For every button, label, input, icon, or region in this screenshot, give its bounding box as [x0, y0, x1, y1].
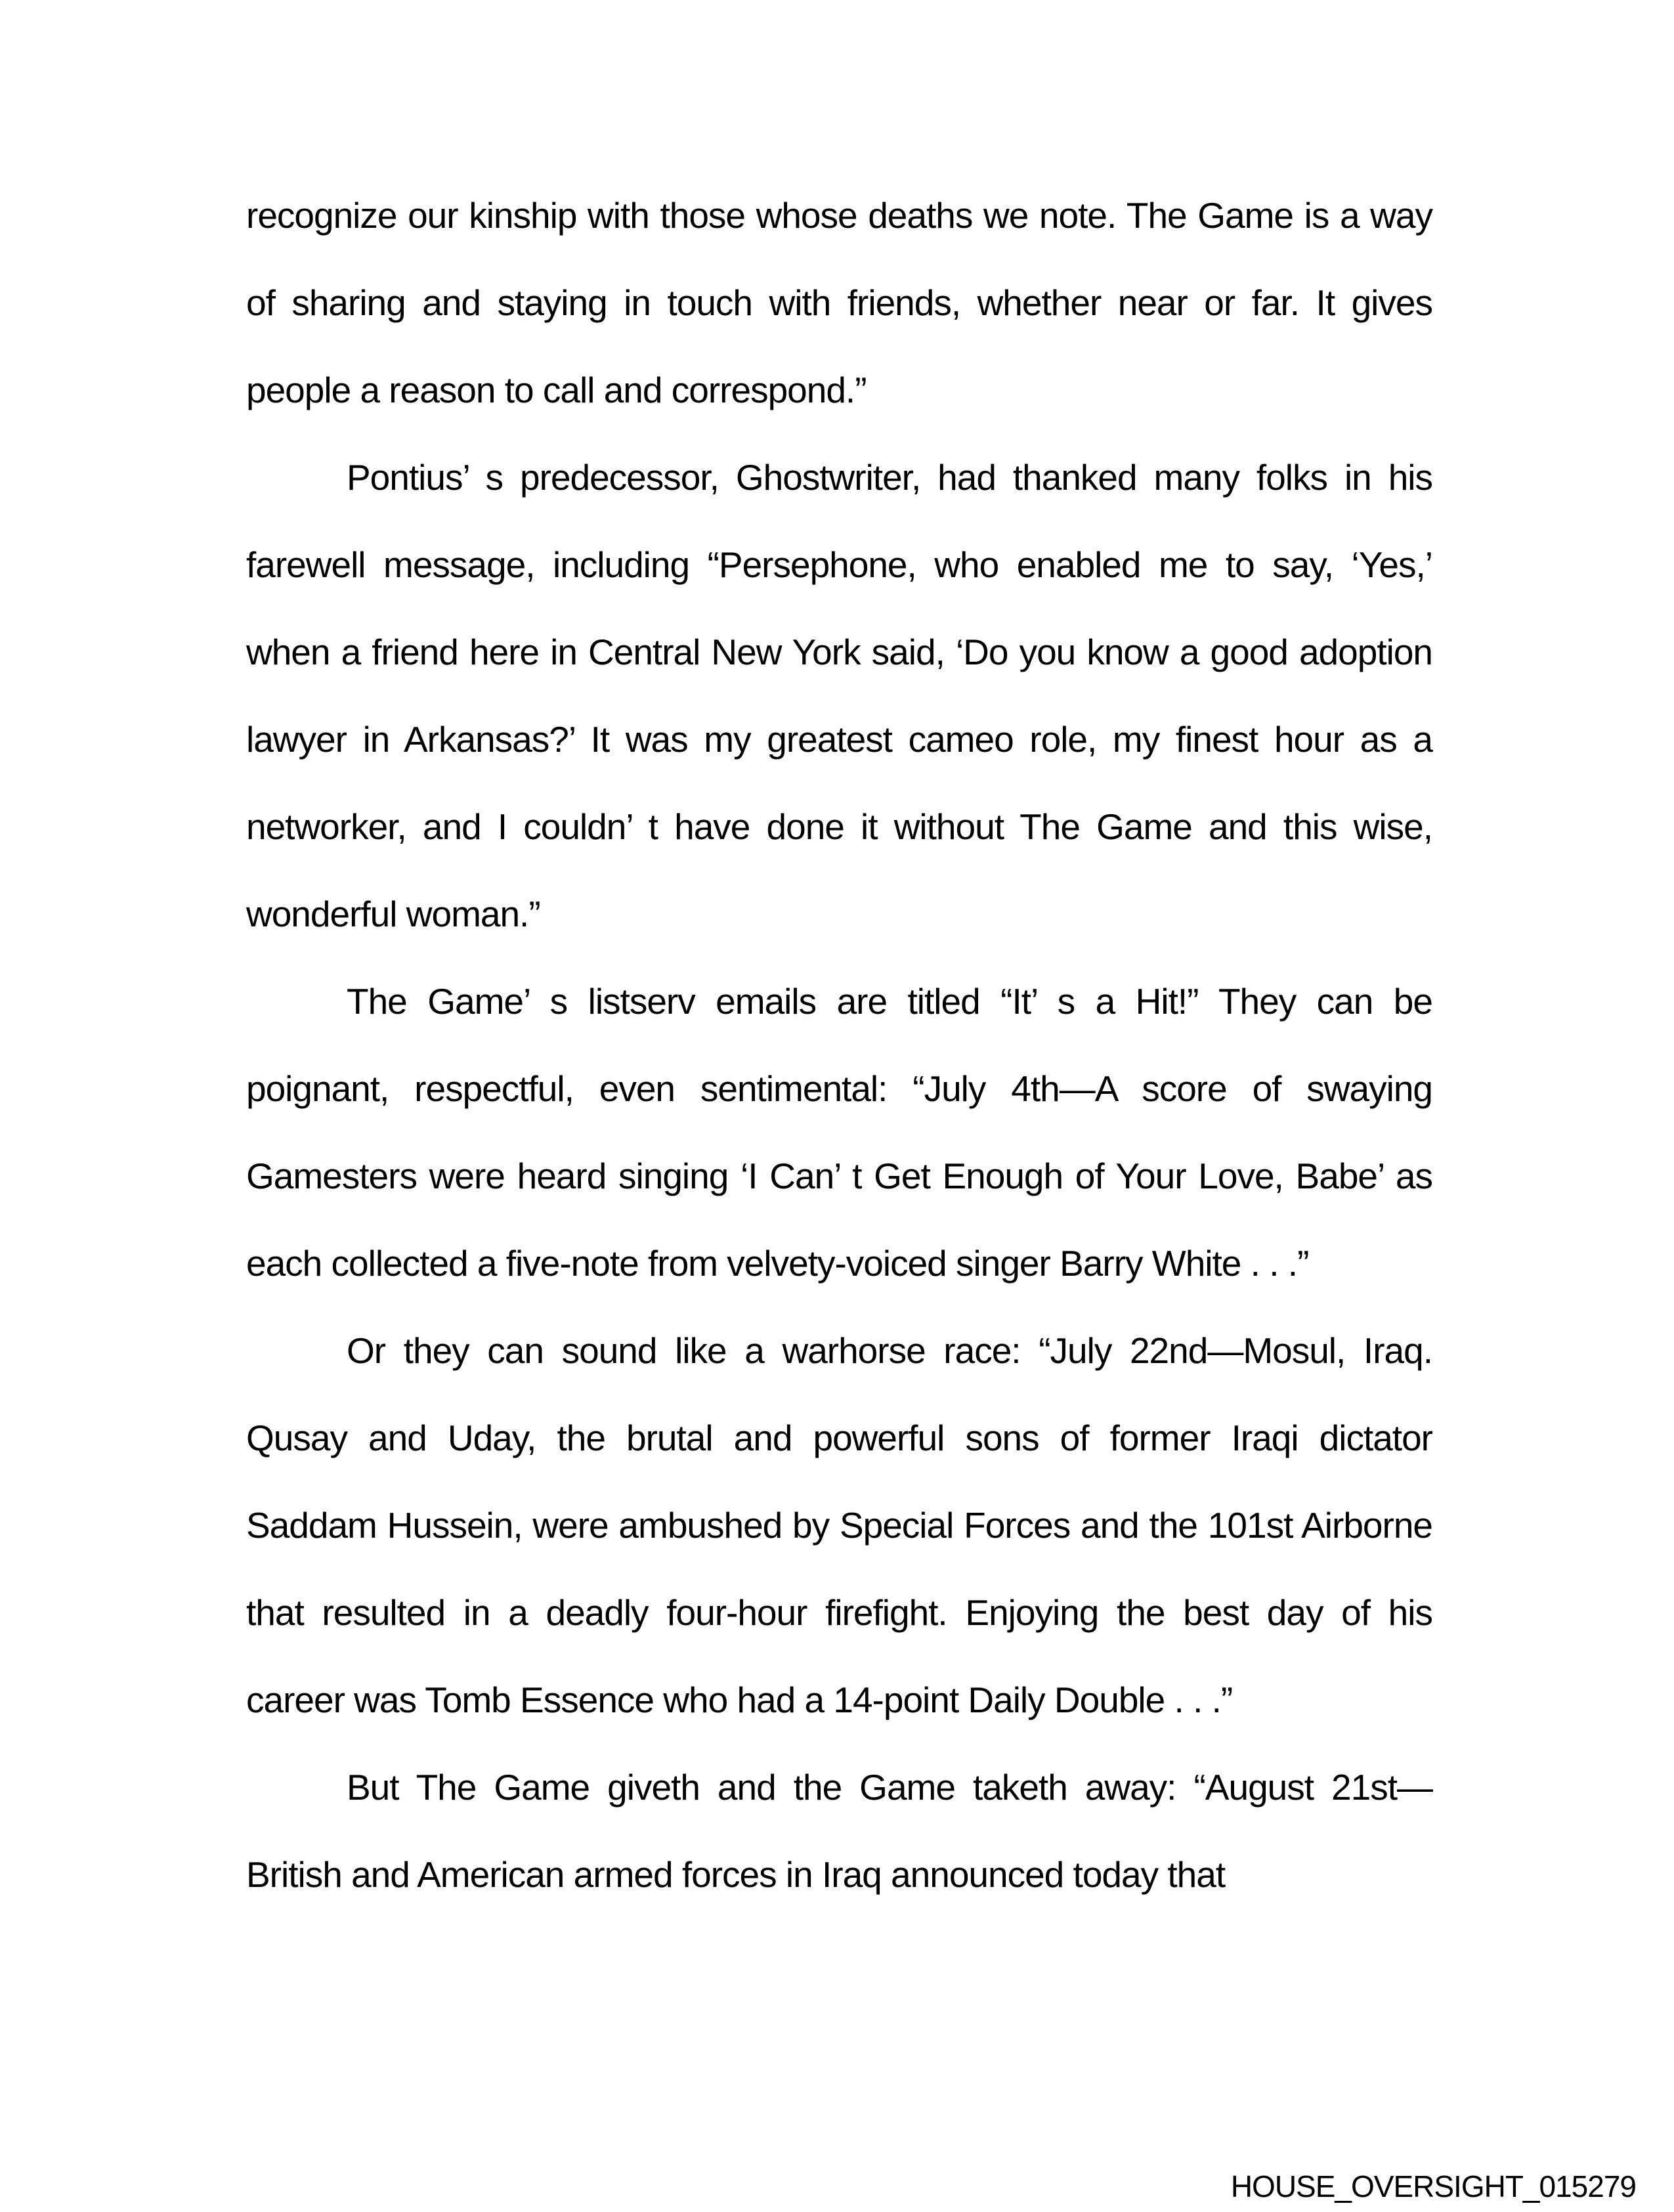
paragraph: Pontius’ s predecessor, Ghostwriter, had thanked many folks in his farewell message, including “Persephone, who enabled me to say, ‘Yes,’ when a friend here in Central New York said, ‘Do you know a good adoption lawyer in Arkansas?’ It was my greatest cameo role, my finest hour as a networker, and I couldn’ t have done it without The Game and this wise, wonderful woman.” — [246, 457, 1432, 934]
paragraph: recognize our kinship with those whose deaths we note. The Game is a way of sharing and staying in touch with friends, whether near or far. It gives people a reason to call and correspond.” — [246, 195, 1432, 410]
bates-number: HOUSE_OVERSIGHT_015279 — [1230, 2169, 1636, 2203]
paragraph: Or they can sound like a warhorse race: “July 22nd—Mosul, Iraq. Qusay and Uday, the brutal and powerful sons of former Iraqi dictator Saddam Hussein, were ambushed by Special Forces and the 101st Airborne that resulted in a deadly four-hour firefight. Enjoying the best day of his career was Tomb Essence who had a 14-point Daily Double . . .” — [246, 1330, 1432, 1720]
paragraph: But The Game giveth and the Game taketh away: “August 21st—British and American armed forces in Iraq announced today that — [246, 1767, 1432, 1895]
document-body — [246, 172, 1432, 1919]
paragraph: The Game’ s listserv emails are titled “It’ s a Hit!” They can be poignant, respectful, even sentimental: “July 4th—A score of swaying Gamesters were heard singing ‘I Can’ t Get Enough of Your Love, Babe’ as each collected a five-note from velvety-voiced singer Barry White . . .” — [246, 981, 1432, 1284]
